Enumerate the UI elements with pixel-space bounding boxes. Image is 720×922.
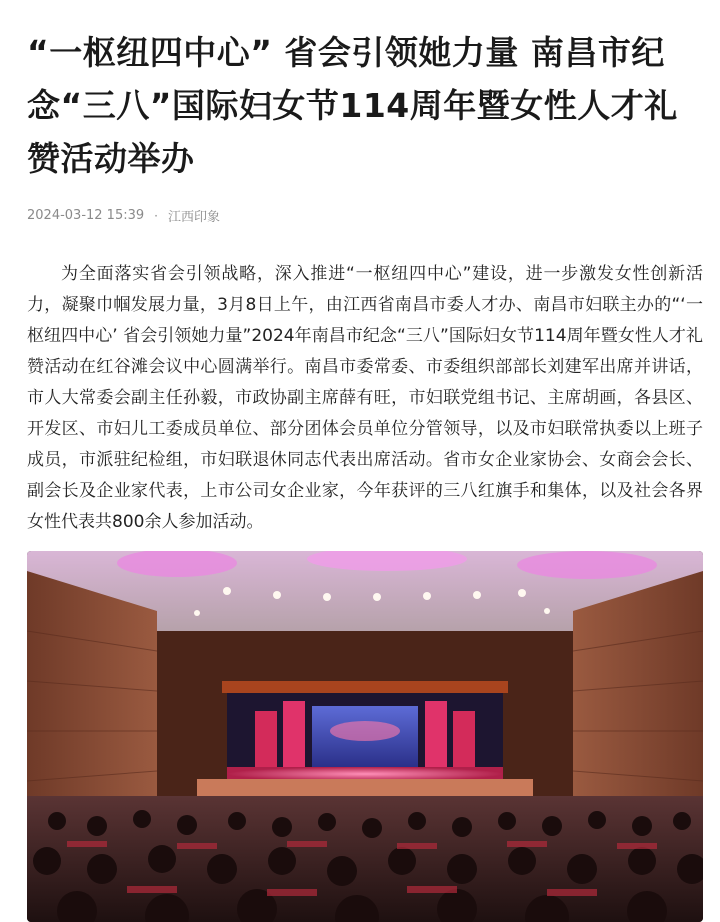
source-link[interactable]: 江西印象 xyxy=(167,210,220,225)
article-meta xyxy=(27,206,220,225)
article-paragraph: 为全面落实省会引领战略，深入推进“一枢纽四中心”建设，进一步激发女性创新活力，凝聚巾帼发展力量，3月8日上午，由江西省南昌市委人才办、南昌市妇联主办的“‘一枢纽四中心’ 省会引领她力量”2024年南昌市纪念“三八”国际妇女节114周年暨女性人才礼赞活动在红谷滩会议中心圆满举行。南昌市委常委、市委组织部部长刘建军出席并讲话，市人大常委会副主任孙毅，市政协副主席薛有旺，市妇联党组书记、主席胡画，各县区、开发区、市妇儿工委成员单位、部分团体会员单位分管领导，以及市妇联常执委以上班子成员，市派驻纪检组，市妇联退休同志代表出席活动。省市女企业家协会、女商会会长、副会长及企业家代表，上市公司女企业家，今年获评的三八红旗手和集体，以及社会各界女性代表共800余人参加活动。 xyxy=(27,264,703,532)
event-photo xyxy=(27,551,703,922)
article-title: “一枢纽四中心” 省会引领她力量 南昌市纪念“三八”国际妇女节114周年暨女性人才礼赞活动举办 xyxy=(27,33,678,178)
auditorium-image xyxy=(27,551,703,922)
stage xyxy=(227,767,503,781)
meta-separator: · xyxy=(154,208,158,223)
publish-date: 2024-03-12 15:39 xyxy=(27,208,145,223)
